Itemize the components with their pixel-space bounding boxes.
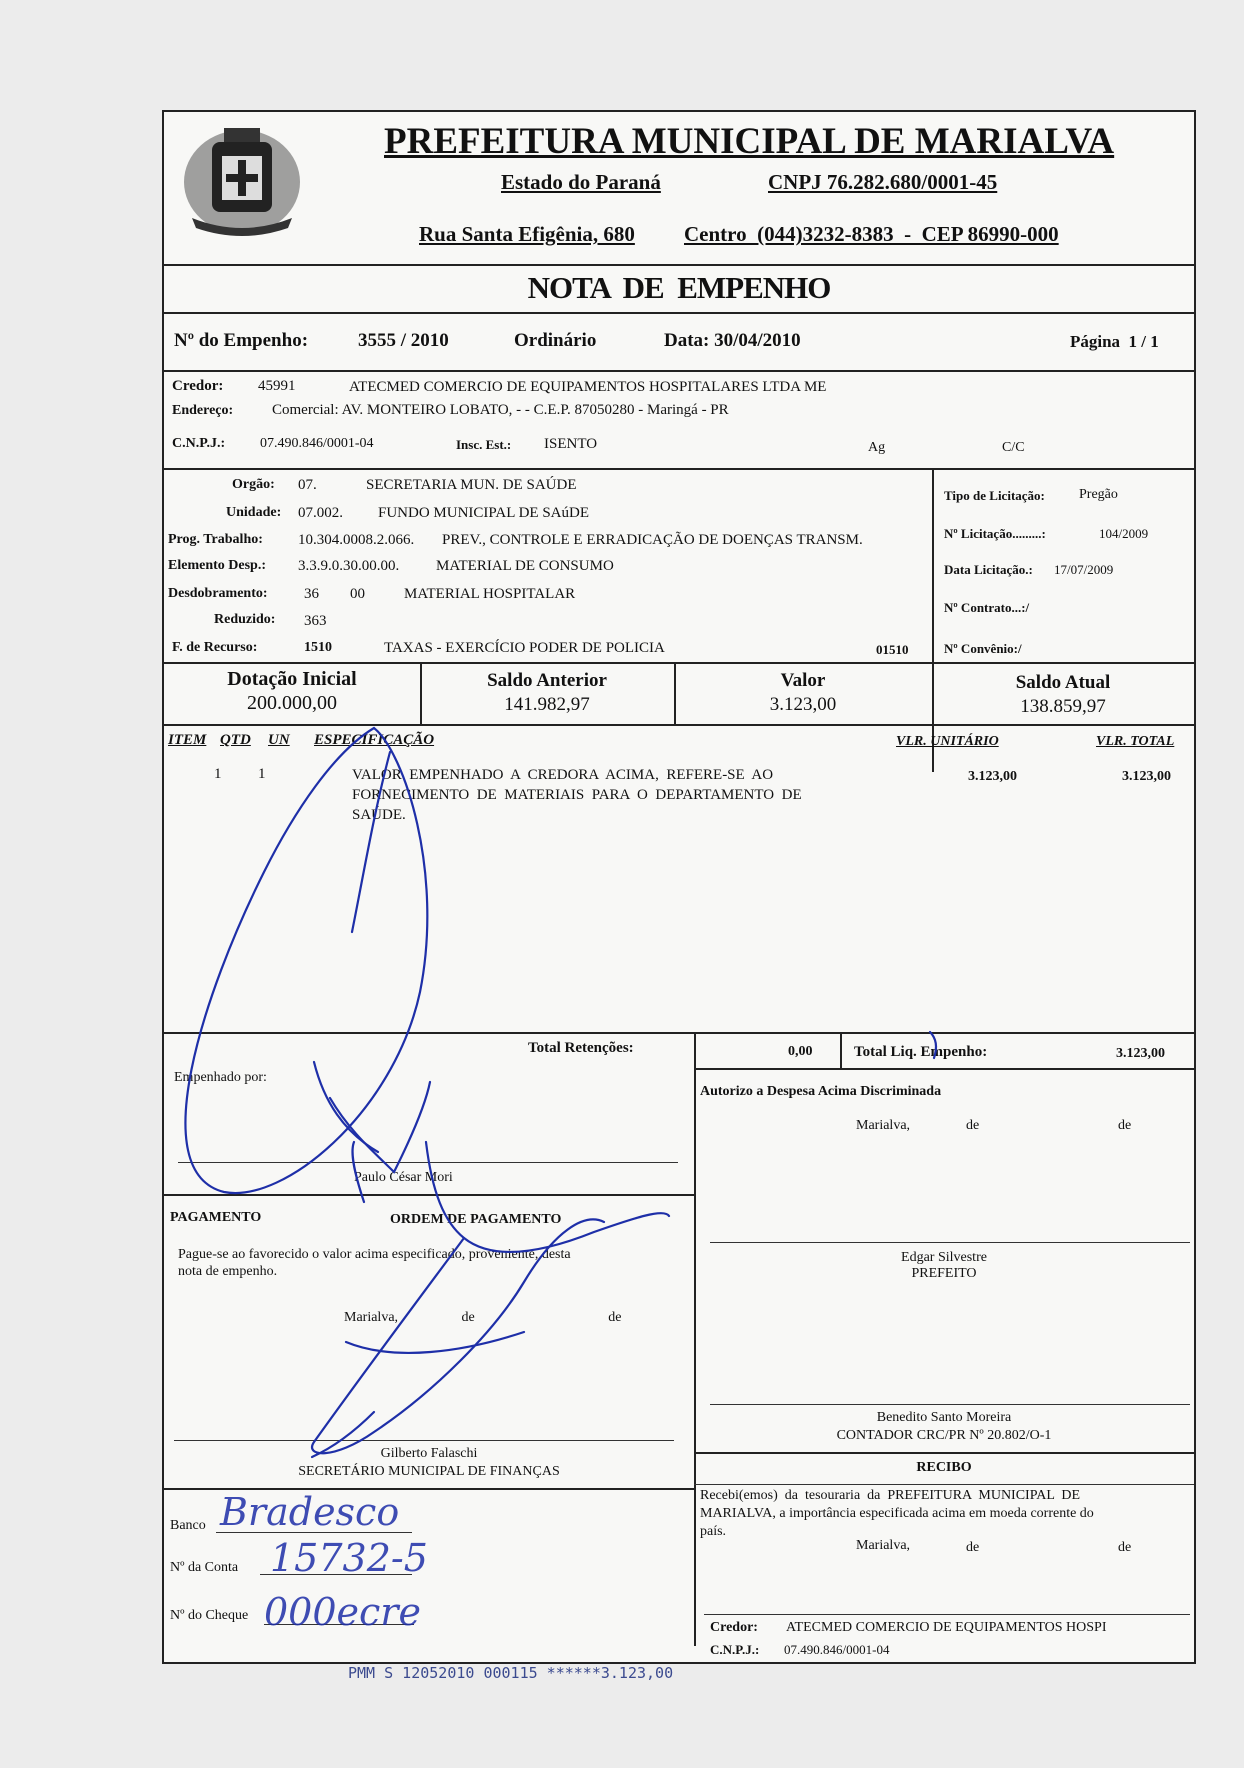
elem-name: MATERIAL DE CONSUMO <box>436 558 614 574</box>
licitacao-tipo: Pregão <box>1079 487 1118 502</box>
unidade-name: FUNDO MUNICIPAL DE SAúDE <box>378 505 589 521</box>
contador-title: CONTADOR CRC/PR Nº 20.802/O-1 <box>836 1428 1052 1443</box>
recurso-code2: 01510 <box>876 642 909 657</box>
autorizo-title: Autorizo a Despesa Acima Discriminada <box>700 1084 942 1099</box>
cheque-label: Nº do Cheque <box>170 1608 249 1623</box>
empenho-number-label: Nº do Empenho: <box>174 330 309 351</box>
pagamento-city: Marialva, <box>344 1310 399 1325</box>
cheque-handwritten: 000ecre <box>264 1590 421 1634</box>
recibo-credor-name: ATECMED COMERCIO DE EQUIPAMENTOS HOSPI <box>786 1620 1107 1635</box>
liq-empenho-value: 3.123,00 <box>1116 1046 1165 1061</box>
credor-name: ATECMED COMERCIO DE EQUIPAMENTOS HOSPITALARES LTDA ME <box>349 379 827 395</box>
autorizo-de-1: de <box>966 1118 980 1133</box>
ordem-pagamento-title: ORDEM DE PAGAMENTO <box>390 1212 562 1227</box>
valor-label: Valor <box>780 670 826 691</box>
prog-name: PREV., CONTROLE E ERRADICAÇÃO DE DOENÇAS TRANSM. <box>442 532 863 548</box>
conta-handwritten: 15732-5 <box>270 1536 428 1580</box>
nota-de-empenho-form <box>162 110 1196 1664</box>
row-spec-line2: FORNECIMENTO DE MATERIAIS PARA O DEPARTAMENTO DE <box>352 787 802 803</box>
row-spec-line1: VALOR EMPENHADO A CREDORA ACIMA, REFERE-SE AO <box>352 767 774 783</box>
desd-name: MATERIAL HOSPITALAR <box>404 586 576 602</box>
recibo-credor-label: Credor: <box>710 1620 758 1635</box>
dotacao-value: 200.000,00 <box>247 692 337 714</box>
credor-cnpj-label: C.N.P.J.: <box>172 436 226 451</box>
row-total-value: 3.123,00 <box>1122 769 1171 784</box>
dotacao-label: Dotação Inicial <box>227 668 357 690</box>
header-address: Rua Santa Efigênia, 680 <box>419 222 635 246</box>
row-qtd: 1 <box>258 766 266 782</box>
licitacao-data: 17/07/2009 <box>1054 562 1114 577</box>
credor-address-label: Endereço: <box>172 403 234 418</box>
prefeito-name: Edgar Silvestre <box>901 1250 987 1265</box>
contrato-label: Nº Contrato...:/ <box>944 600 1030 615</box>
credor-insc: ISENTO <box>544 436 598 452</box>
row-spec-line3: SAÚDE. <box>352 807 406 823</box>
recibo-de-1: de <box>966 1540 980 1555</box>
desd-sub: 00 <box>350 586 365 602</box>
licitacao-num-label: Nº Licitação.........: <box>944 526 1046 541</box>
recurso-label: F. de Recurso: <box>172 640 258 655</box>
pagamento-city-date <box>344 1310 621 1326</box>
elem-label: Elemento Desp.: <box>168 558 266 573</box>
unidade-label: Unidade: <box>226 505 282 520</box>
recibo-cnpj: 07.490.846/0001-04 <box>784 1642 890 1657</box>
pague-text-line2: nota de empenho. <box>178 1264 278 1279</box>
credor-cnpj: 07.490.846/0001-04 <box>260 436 374 451</box>
header-cnpj: CNPJ 76.282.680/0001-45 <box>768 170 998 194</box>
liq-empenho-label: Total Liq. Empenho: <box>854 1044 988 1060</box>
col-vlr-unitario: VLR. UNITÁRIO <box>896 734 999 749</box>
empenho-type: Ordinário <box>514 330 597 351</box>
orgao-name: SECRETARIA MUN. DE SAÚDE <box>366 477 577 493</box>
autorizo-city: Marialva, <box>856 1118 911 1133</box>
credor-address: Comercial: AV. MONTEIRO LOBATO, - - C.E.P. 87050280 - Maringá - PR <box>272 402 729 418</box>
saldo-anterior-value: 141.982,97 <box>504 694 590 715</box>
recibo-title: RECIBO <box>916 1460 972 1475</box>
pagamento-de-1: de <box>461 1310 475 1325</box>
desd-label: Desdobramento: <box>168 586 268 601</box>
col-un: UN <box>268 732 290 748</box>
pagamento-title: PAGAMENTO <box>170 1210 262 1225</box>
unidade-code: 07.002. <box>298 505 343 521</box>
convenio-label: Nº Convênio:/ <box>944 641 1022 656</box>
banco-label: Banco <box>170 1518 206 1533</box>
empenhado-por-label: Empenhado por: <box>174 1070 267 1085</box>
saldo-anterior-label: Saldo Anterior <box>487 670 607 691</box>
col-vlr-total: VLR. TOTAL <box>1096 734 1175 749</box>
recibo-de-2: de <box>1118 1540 1132 1555</box>
licitacao-tipo-label: Tipo de Licitação: <box>944 488 1045 503</box>
pague-text-line1: Pague-se ao favorecido o valor acima especificado, proveniente, desta <box>178 1247 571 1262</box>
credor-code: 45991 <box>258 378 296 394</box>
prefeito-title: PREFEITO <box>911 1266 977 1281</box>
recibo-line3: país. <box>700 1524 727 1539</box>
pagamento-de-2: de <box>608 1310 622 1325</box>
valor-value: 3.123,00 <box>769 694 837 715</box>
recibo-cnpj-label: C.N.P.J.: <box>710 1642 760 1657</box>
row-item: 1 <box>214 766 222 782</box>
col-especificacao: ESPECIFICAÇÃO <box>314 732 435 748</box>
elem-code: 3.3.9.0.30.00.00. <box>298 558 400 574</box>
retencoes-label: Total Retenções: <box>528 1040 634 1056</box>
recibo-line2: MARIALVA, a importância especificada acima em moeda corrente do <box>700 1506 1094 1521</box>
recurso-name: TAXAS - EXERCÍCIO PODER DE POLICIA <box>384 640 665 656</box>
col-qtd: QTD <box>220 732 251 748</box>
reduzido-label: Reduzido: <box>214 612 276 627</box>
orgao-code: 07. <box>298 477 317 493</box>
reduzido: 363 <box>304 613 327 629</box>
licitacao-num: 104/2009 <box>1099 526 1149 541</box>
recurso-code: 1510 <box>304 640 332 655</box>
prog-code: 10.304.0008.2.066. <box>298 532 415 548</box>
doc-title: NOTA DE EMPENHO <box>527 270 831 305</box>
secretario-title: SECRETÁRIO MUNICIPAL DE FINANÇAS <box>298 1464 560 1479</box>
payment-stamp: PMM S 12052010 000115 ******3.123,00 <box>348 1664 674 1682</box>
autorizo-de-2: de <box>1118 1118 1132 1133</box>
contador-name: Benedito Santo Moreira <box>876 1410 1012 1425</box>
row-unit-value: 3.123,00 <box>968 769 1017 784</box>
desd-code: 36 <box>304 586 319 602</box>
header-title: PREFEITURA MUNICIPAL DE MARIALVA <box>384 121 1115 162</box>
header-district: Centro (044)3232-8383 - CEP 86990-000 <box>684 222 1059 246</box>
saldo-atual-label: Saldo Atual <box>1015 672 1111 693</box>
retencoes-value: 0,00 <box>788 1044 813 1059</box>
saldo-atual-value: 138.859,97 <box>1020 696 1106 717</box>
recibo-city: Marialva, <box>856 1538 911 1553</box>
credor-insc-label: Insc. Est.: <box>456 437 512 452</box>
empenho-page: Página 1 / 1 <box>1070 332 1159 351</box>
prog-label: Prog. Trabalho: <box>168 532 263 547</box>
credor-label: Credor: <box>172 378 224 394</box>
header-state: Estado do Paraná <box>501 170 661 194</box>
orgao-label: Orgão: <box>232 477 275 492</box>
empenhado-por-name: Paulo César Mori <box>354 1170 453 1185</box>
credor-cc-label: C/C <box>1002 440 1025 455</box>
empenho-date: Data: 30/04/2010 <box>664 330 801 351</box>
banco-handwritten: Bradesco <box>220 1490 400 1534</box>
col-item: ITEM <box>168 732 207 748</box>
conta-label: Nº da Conta <box>170 1560 239 1575</box>
secretario-name: Gilberto Falaschi <box>380 1446 478 1461</box>
crest-icon <box>178 122 306 242</box>
licitacao-data-label: Data Licitação.: <box>944 562 1033 577</box>
empenho-number: 3555 / 2010 <box>358 330 449 351</box>
credor-ag-label: Ag <box>868 440 886 455</box>
recibo-line1: Recebi(emos) da tesouraria da PREFEITURA MUNICIPAL DE <box>700 1488 1081 1503</box>
